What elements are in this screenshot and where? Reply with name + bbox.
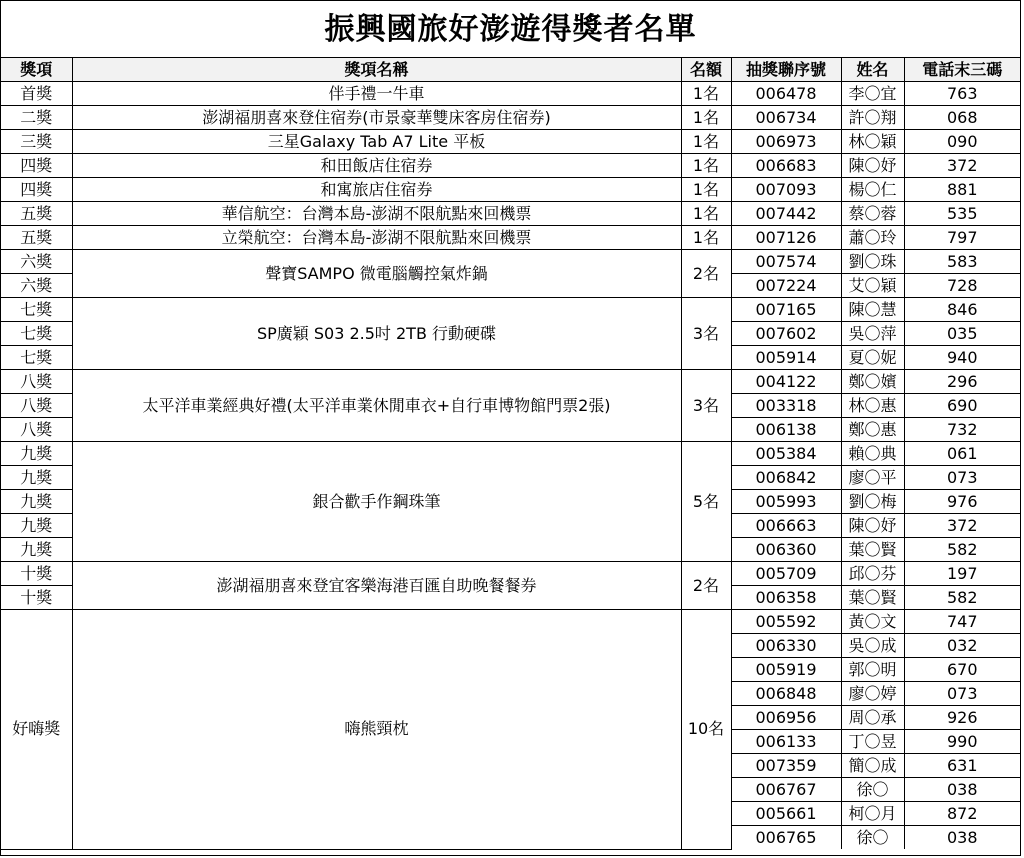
quota-cell: 1名	[681, 130, 731, 154]
quota-cell: 1名	[681, 202, 731, 226]
rank-cell: 六獎	[1, 274, 72, 298]
rank-cell: 八獎	[1, 394, 72, 418]
rank-cell: 七獎	[1, 298, 72, 322]
phone-cell: 631	[904, 754, 1020, 778]
quota-cell: 1名	[681, 82, 731, 106]
name-cell: 許〇翔	[841, 106, 904, 130]
prize-name-cell: SP廣穎 S03 2.5吋 2TB 行動硬碟	[72, 298, 681, 370]
rank-cell: 八獎	[1, 370, 72, 394]
rank-cell: 首獎	[1, 82, 72, 106]
quota-cell: 1名	[681, 106, 731, 130]
phone-cell: 881	[904, 178, 1020, 202]
rank-cell: 九獎	[1, 442, 72, 466]
phone-cell: 732	[904, 418, 1020, 442]
rank-cell: 五獎	[1, 226, 72, 250]
prize-name-cell: 和寓旅店住宿券	[72, 178, 681, 202]
phone-cell: 747	[904, 610, 1020, 634]
phone-cell: 582	[904, 538, 1020, 562]
phone-cell: 940	[904, 346, 1020, 370]
phone-cell: 976	[904, 490, 1020, 514]
winners-table-body	[1, 58, 1020, 849]
header-cell-quota: 名額	[681, 58, 731, 82]
prize-name-cell: 澎湖福朋喜來登住宿券(市景豪華雙床客房住宿券)	[72, 106, 681, 130]
serial-cell: 005914	[731, 346, 841, 370]
name-cell: 楊〇仁	[841, 178, 904, 202]
prize-name-cell: 華信航空：台灣本島-澎湖不限航點來回機票	[72, 202, 681, 226]
phone-cell: 690	[904, 394, 1020, 418]
prize-name-cell: 太平洋車業經典好禮(太平洋車業休閒車衣+自行車博物館門票2張)	[72, 370, 681, 442]
serial-cell: 006133	[731, 730, 841, 754]
serial-cell: 005919	[731, 658, 841, 682]
prize-name-cell: 嗨熊頸枕	[72, 610, 681, 850]
name-cell: 夏〇妮	[841, 346, 904, 370]
name-cell: 廖〇平	[841, 466, 904, 490]
table-row	[1, 562, 1020, 586]
serial-cell: 006765	[731, 826, 841, 850]
winners-table	[1, 58, 1020, 850]
table-row	[1, 130, 1020, 154]
rank-cell: 九獎	[1, 490, 72, 514]
serial-cell: 006842	[731, 466, 841, 490]
quota-cell: 2名	[681, 562, 731, 610]
name-cell: 徐〇	[841, 826, 904, 850]
name-cell: 陳〇慧	[841, 298, 904, 322]
rank-cell: 二獎	[1, 106, 72, 130]
prize-name-cell: 聲寶SAMPO 微電腦觸控氣炸鍋	[72, 250, 681, 298]
quota-cell: 2名	[681, 250, 731, 298]
phone-cell: 926	[904, 706, 1020, 730]
name-cell: 葉〇賢	[841, 586, 904, 610]
rank-cell: 七獎	[1, 346, 72, 370]
name-cell: 郭〇明	[841, 658, 904, 682]
serial-cell: 007602	[731, 322, 841, 346]
quota-cell: 3名	[681, 370, 731, 442]
header-cell-prize-name: 獎項名稱	[72, 58, 681, 82]
phone-cell: 090	[904, 130, 1020, 154]
rank-cell: 十獎	[1, 586, 72, 610]
name-cell: 吳〇成	[841, 634, 904, 658]
rank-cell: 十獎	[1, 562, 72, 586]
serial-cell: 006330	[731, 634, 841, 658]
name-cell: 艾〇穎	[841, 274, 904, 298]
table-row	[1, 106, 1020, 130]
rank-cell: 五獎	[1, 202, 72, 226]
prize-name-cell: 銀合歡手作鋼珠筆	[72, 442, 681, 562]
rank-cell: 九獎	[1, 514, 72, 538]
name-cell: 簡〇成	[841, 754, 904, 778]
phone-cell: 197	[904, 562, 1020, 586]
name-cell: 鄭〇惠	[841, 418, 904, 442]
name-cell: 丁〇昱	[841, 730, 904, 754]
quota-cell: 10名	[681, 610, 731, 850]
table-row	[1, 178, 1020, 202]
serial-cell: 005384	[731, 442, 841, 466]
quota-cell: 5名	[681, 442, 731, 562]
table-row	[1, 370, 1020, 394]
rank-cell: 好嗨獎	[1, 610, 72, 850]
serial-cell: 005661	[731, 802, 841, 826]
serial-cell: 006956	[731, 706, 841, 730]
header-cell-serial: 抽獎聯序號	[731, 58, 841, 82]
phone-cell: 797	[904, 226, 1020, 250]
rank-cell: 九獎	[1, 466, 72, 490]
name-cell: 柯〇月	[841, 802, 904, 826]
name-cell: 陳〇妤	[841, 514, 904, 538]
serial-cell: 006360	[731, 538, 841, 562]
rank-cell: 三獎	[1, 130, 72, 154]
phone-cell: 073	[904, 466, 1020, 490]
name-cell: 陳〇妤	[841, 154, 904, 178]
table-row	[1, 82, 1020, 106]
prize-name-cell: 三星Galaxy Tab A7 Lite 平板	[72, 130, 681, 154]
prize-name-cell: 立榮航空：台灣本島-澎湖不限航點來回機票	[72, 226, 681, 250]
phone-cell: 582	[904, 586, 1020, 610]
rank-cell: 九獎	[1, 538, 72, 562]
name-cell: 黃〇文	[841, 610, 904, 634]
phone-cell: 068	[904, 106, 1020, 130]
phone-cell: 763	[904, 82, 1020, 106]
serial-cell: 006734	[731, 106, 841, 130]
name-cell: 邱〇芬	[841, 562, 904, 586]
phone-cell: 372	[904, 154, 1020, 178]
name-cell: 葉〇賢	[841, 538, 904, 562]
rank-cell: 八獎	[1, 418, 72, 442]
serial-cell: 007093	[731, 178, 841, 202]
table-row	[1, 298, 1020, 322]
table-row	[1, 610, 1020, 634]
phone-cell: 372	[904, 514, 1020, 538]
serial-cell: 006973	[731, 130, 841, 154]
serial-cell: 007126	[731, 226, 841, 250]
serial-cell: 005709	[731, 562, 841, 586]
phone-cell: 670	[904, 658, 1020, 682]
phone-cell: 061	[904, 442, 1020, 466]
prize-name-cell: 澎湖福朋喜來登宜客樂海港百匯自助晚餐餐券	[72, 562, 681, 610]
serial-cell: 006683	[731, 154, 841, 178]
phone-cell: 872	[904, 802, 1020, 826]
serial-cell: 006138	[731, 418, 841, 442]
serial-cell: 006848	[731, 682, 841, 706]
serial-cell: 006663	[731, 514, 841, 538]
name-cell: 廖〇婷	[841, 682, 904, 706]
phone-cell: 535	[904, 202, 1020, 226]
name-cell: 林〇穎	[841, 130, 904, 154]
name-cell: 蔡〇蓉	[841, 202, 904, 226]
table-row	[1, 154, 1020, 178]
rank-cell: 七獎	[1, 322, 72, 346]
name-cell: 林〇惠	[841, 394, 904, 418]
quota-cell: 3名	[681, 298, 731, 370]
phone-cell: 038	[904, 826, 1020, 850]
serial-cell: 007165	[731, 298, 841, 322]
serial-cell: 006478	[731, 82, 841, 106]
phone-cell: 728	[904, 274, 1020, 298]
serial-cell: 003318	[731, 394, 841, 418]
serial-cell: 006358	[731, 586, 841, 610]
quota-cell: 1名	[681, 154, 731, 178]
header-cell-rank: 獎項	[1, 58, 72, 82]
serial-cell: 007359	[731, 754, 841, 778]
name-cell: 劉〇梅	[841, 490, 904, 514]
phone-cell: 038	[904, 778, 1020, 802]
serial-cell: 007442	[731, 202, 841, 226]
prize-name-cell: 伴手禮一牛車	[72, 82, 681, 106]
header-cell-phone: 電話末三碼	[904, 58, 1020, 82]
serial-cell: 005592	[731, 610, 841, 634]
name-cell: 蕭〇玲	[841, 226, 904, 250]
table-row	[1, 202, 1020, 226]
name-cell: 徐〇	[841, 778, 904, 802]
phone-cell: 990	[904, 730, 1020, 754]
name-cell: 鄭〇嬪	[841, 370, 904, 394]
page-title: 振興國旅好澎遊得獎者名單	[1, 1, 1020, 58]
quota-cell: 1名	[681, 178, 731, 202]
name-cell: 賴〇典	[841, 442, 904, 466]
serial-cell: 007224	[731, 274, 841, 298]
rank-cell: 六獎	[1, 250, 72, 274]
header-cell-name: 姓名	[841, 58, 904, 82]
quota-cell: 1名	[681, 226, 731, 250]
table-header-row	[1, 58, 1020, 82]
phone-cell: 035	[904, 322, 1020, 346]
serial-cell: 004122	[731, 370, 841, 394]
name-cell: 周〇承	[841, 706, 904, 730]
phone-cell: 296	[904, 370, 1020, 394]
phone-cell: 073	[904, 682, 1020, 706]
serial-cell: 005993	[731, 490, 841, 514]
serial-cell: 006767	[731, 778, 841, 802]
serial-cell: 007574	[731, 250, 841, 274]
table-row	[1, 442, 1020, 466]
phone-cell: 583	[904, 250, 1020, 274]
name-cell: 李〇宜	[841, 82, 904, 106]
name-cell: 劉〇珠	[841, 250, 904, 274]
table-row	[1, 250, 1020, 274]
prize-name-cell: 和田飯店住宿券	[72, 154, 681, 178]
phone-cell: 032	[904, 634, 1020, 658]
rank-cell: 四獎	[1, 178, 72, 202]
rank-cell: 四獎	[1, 154, 72, 178]
phone-cell: 846	[904, 298, 1020, 322]
name-cell: 吳〇萍	[841, 322, 904, 346]
table-row	[1, 226, 1020, 250]
